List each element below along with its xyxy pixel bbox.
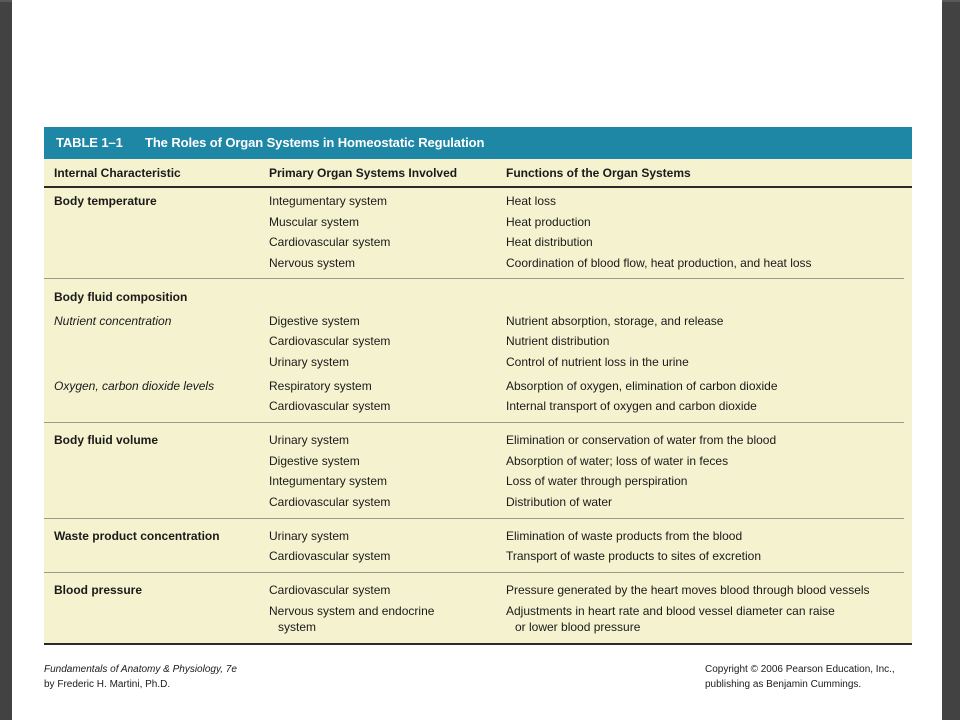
- group-divider: [44, 518, 904, 519]
- organ-system-cell: system: [278, 620, 317, 634]
- function-cell: Nutrient distribution: [506, 334, 610, 348]
- organ-system-cell: Urinary system: [269, 433, 350, 447]
- column-header-organ-systems: Primary Organ Systems Involved: [269, 166, 458, 180]
- function-cell: Internal transport of oxygen and carbon dioxide: [506, 399, 757, 413]
- organ-system-cell: Digestive system: [269, 314, 360, 328]
- sub-characteristic-oxygen: Oxygen, carbon dioxide levels: [54, 379, 215, 393]
- organ-system-cell: Nervous system: [269, 256, 356, 270]
- column-header-functions: Functions of the Organ Systems: [506, 166, 691, 180]
- table-title: The Roles of Organ Systems in Homeostatic Regulation: [145, 135, 485, 150]
- organ-systems-table: [44, 127, 912, 645]
- organ-system-cell: Urinary system: [269, 355, 350, 369]
- organ-system-cell: Cardiovascular system: [269, 399, 391, 413]
- function-cell: Control of nutrient loss in the urine: [506, 355, 689, 369]
- organ-system-cell: Muscular system: [269, 215, 360, 229]
- organ-system-cell: Cardiovascular system: [269, 583, 391, 597]
- organ-system-cell: Cardiovascular system: [269, 235, 391, 249]
- characteristic-body-fluid-composition: Body fluid composition: [54, 290, 188, 304]
- table-number: TABLE 1–1: [56, 135, 123, 150]
- organ-system-cell: Digestive system: [269, 454, 360, 468]
- organ-system-cell: Cardiovascular system: [269, 549, 391, 563]
- group-divider: [44, 278, 904, 279]
- organ-system-cell: Cardiovascular system: [269, 495, 391, 509]
- group-divider: [44, 572, 904, 573]
- footer-copyright-line: Copyright © 2006 Pearson Education, Inc.,: [705, 664, 895, 675]
- characteristic-waste-product: Waste product concentration: [54, 529, 220, 543]
- function-cell: Absorption of water; loss of water in feces: [506, 454, 729, 468]
- function-cell: or lower blood pressure: [515, 620, 641, 634]
- group-divider: [44, 422, 904, 423]
- sub-characteristic-nutrient: Nutrient concentration: [54, 314, 172, 328]
- function-cell: Heat production: [506, 215, 591, 229]
- organ-system-cell: Integumentary system: [269, 194, 388, 208]
- organ-system-cell: Cardiovascular system: [269, 334, 391, 348]
- function-cell: Absorption of oxygen, elimination of carbon dioxide: [506, 379, 778, 393]
- footer-credit: [44, 662, 237, 692]
- footer-book-title: Fundamentals of Anatomy & Physiology, 7e: [44, 664, 237, 675]
- footer-publisher-line: publishing as Benjamin Cummings.: [705, 679, 862, 690]
- column-header-characteristic: Internal Characteristic: [54, 166, 181, 180]
- function-cell: Pressure generated by the heart moves blood through blood vessels: [506, 583, 870, 597]
- table-title-bar: [44, 127, 912, 159]
- function-cell: Coordination of blood flow, heat production, and heat loss: [506, 256, 812, 270]
- organ-system-cell: Integumentary system: [269, 474, 388, 488]
- function-cell: Adjustments in heart rate and blood vessel diameter can raise: [506, 604, 835, 618]
- table-header-row: [44, 159, 912, 187]
- function-cell: Elimination or conservation of water from the blood: [506, 433, 777, 447]
- organ-system-cell: Urinary system: [269, 529, 350, 543]
- organ-system-cell: Respiratory system: [269, 379, 372, 393]
- organ-system-cell: Nervous system and endocrine: [269, 604, 435, 618]
- characteristic-blood-pressure: Blood pressure: [54, 583, 143, 597]
- footer-author: by Frederic H. Martini, Ph.D.: [44, 679, 171, 690]
- function-cell: Heat distribution: [506, 235, 593, 249]
- header-divider: [44, 186, 912, 188]
- function-cell: Distribution of water: [506, 495, 613, 509]
- function-cell: Elimination of waste products from the blood: [506, 529, 743, 543]
- slide: [12, 0, 942, 720]
- characteristic-body-fluid-volume: Body fluid volume: [54, 433, 159, 447]
- footer-copyright: [705, 662, 895, 692]
- table-bottom-rule: [44, 643, 912, 645]
- function-cell: Transport of waste products to sites of excretion: [506, 549, 762, 563]
- function-cell: Loss of water through perspiration: [506, 474, 688, 488]
- function-cell: Heat loss: [506, 194, 557, 208]
- function-cell: Nutrient absorption, storage, and release: [506, 314, 724, 328]
- characteristic-body-temperature: Body temperature: [54, 194, 157, 208]
